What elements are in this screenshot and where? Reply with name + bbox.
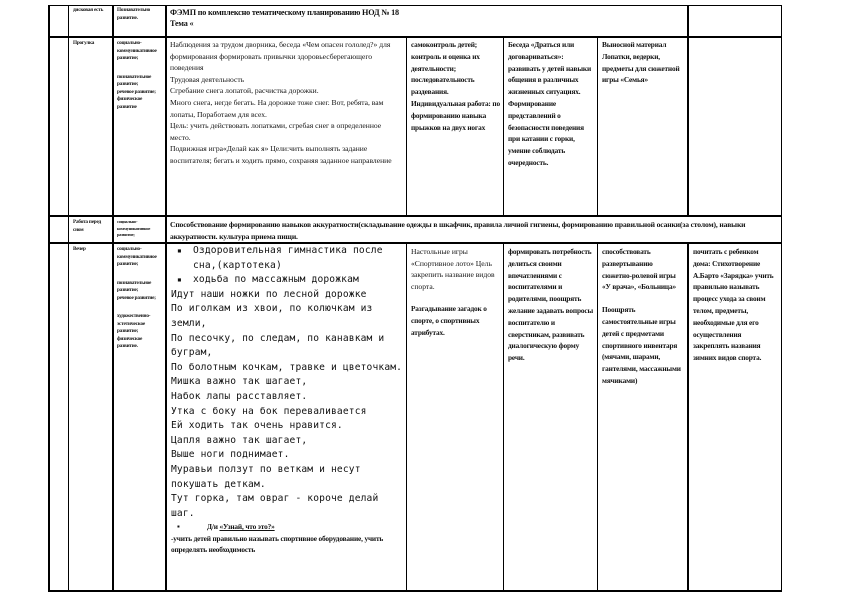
walk-label (70, 39, 112, 49)
didactic-game-item (171, 521, 403, 533)
walk-label-text: Прогулка (73, 40, 95, 46)
area-item: социально-коммуникативное развитие; (117, 40, 157, 61)
area-item: познавательное развитие; (117, 279, 152, 293)
poem-line: По песочку, по следам, по канавкам и буграм, (171, 332, 385, 359)
board-games-text: Настольные игры «Спортивное лото» Цель закрепить название видов спорта. (411, 247, 495, 291)
header-col2-text: Познавательно развитие. (117, 7, 151, 21)
col-line-1 (68, 5, 69, 592)
poem-line: Мишка важно так шагает, (171, 376, 308, 388)
sleep-areas (114, 218, 165, 240)
walking-text: ходьба по массажным дорожкам (193, 274, 359, 286)
col-line-4b (406, 243, 407, 592)
didactic-game-title: «Узнай, что это?» (219, 522, 275, 532)
walk-parents (690, 38, 780, 215)
col-line-7b (687, 243, 689, 592)
walk-labor-goal: Цель: учить действовать лопатками, сгребая снег в определенное место. (170, 121, 382, 142)
poem-line: По болотным кочкам, травке и цветочкам. (171, 361, 403, 373)
area-item: физическое развитие. (117, 335, 143, 349)
col-line-6b (597, 243, 598, 592)
evening-individual-text: формировать потребность делиться своими впечатлениями с воспитателями и родителями, поощрять желание задавать вопросы воспитателю и сверстникам, развивать диалогическую форму речи. (508, 247, 594, 363)
table-border-bottom (48, 590, 782, 592)
table-border-right (781, 5, 782, 592)
poem-line: Цапля важно так шагает, (171, 434, 308, 446)
poem-line: Ей ходить так очень нравится. (171, 420, 343, 432)
walk-material-text: Выносной материал Лопатки, ведерки, предметы для сюжетной игры «Семья» (602, 40, 680, 85)
evening-parents (690, 245, 780, 365)
sleep-text-content: Способствование формированию навыков аккуратности(складывание одежды в шкафчик, правила личной гигиены, формированию правильной осанки(за столом), навыки аккуратности. культура приема пищи. (170, 220, 746, 241)
walk-individual-text: самоконтроль детей; контроль и оценка их деятельности; последовательность раздевания. Индивидуальная работа: по формированию навыка прыжков на двух ногах (411, 40, 500, 132)
evening-parents-text: почитать с ребенком дома: Стихотворение А.Барто «Зарядка» учить правильно называть процесс ухода за своим телом, предметы, необходимые для его осуществления закреплять названия зимних видов спорта. (693, 247, 774, 363)
area-item: художественно-эстетическое развитие; (117, 313, 151, 334)
row-divider-walk (48, 215, 782, 217)
sleep-label-text: Работа перед сном (73, 219, 101, 233)
walk-conversation-text: Беседа «Драться или договариваться»: развивать у детей навыки общения в различных жизненных ситуациях. Формирование представлений о безопасности поведения при катании с горки, умение соблюдать очередность. (508, 40, 592, 167)
walk-material (599, 38, 687, 215)
evening-independent (599, 245, 687, 388)
lesson-topic: Тема « (170, 18, 194, 28)
col-line-5 (503, 37, 504, 216)
poem-line: Муравьи ползут по веткам и несут покушать деткам. (171, 463, 361, 490)
walk-labor-task: Сгребание снега лопатой, расчистка дорожки. (170, 86, 319, 96)
evening-label-text: Вечер (73, 246, 86, 252)
poem-line: Набок лапы расставляет. (171, 390, 308, 402)
lesson-title: ФЭМП по комплексно тематическому планированию НОД № 18 (170, 8, 399, 17)
evening-board-games (408, 245, 503, 340)
walk-areas (114, 39, 165, 112)
walk-active-game: Подвижная игра«Делай как я» Цели:чить выполнять задание воспитателя; бегать и ходить прямо, сохраняя заданное направление (170, 144, 392, 165)
gymnastics-item (171, 244, 403, 273)
independent-play-text: Поощрять самостоятельные игры детей с предметами спортивного инвентаря (мячами, шарами, гантелями, массажными мячиками) (602, 305, 681, 385)
poem-line: Тут горка, там овраг - короче делай шаг. (171, 493, 379, 519)
col-line-0 (48, 5, 50, 592)
col-line-5b (503, 243, 504, 592)
evening-main (167, 243, 406, 590)
walk-main (167, 38, 406, 215)
header-col2 (114, 6, 165, 36)
evening-individual (505, 245, 597, 365)
sleep-areas-text: социально-коммуникативное развитие; (117, 219, 151, 237)
area-item: познавательное развитие; (117, 73, 152, 87)
poem-line: Выше ноги поднимает. (171, 449, 290, 461)
area-item: физическое развитие (117, 96, 143, 110)
evening-areas (114, 245, 165, 352)
header-col1 (70, 6, 112, 36)
gymnastics-text: Оздоровительная гимнастика после сна,(картотека) (193, 245, 383, 271)
col-line-6 (597, 37, 598, 216)
walk-individual (408, 38, 503, 215)
walk-labor-heading: Трудовая деятельность (170, 74, 245, 84)
area-item: социально-коммуникативное развитие; (117, 246, 157, 267)
evening-label (70, 245, 112, 255)
area-item: речевое развитие; (117, 88, 156, 95)
col-line-4 (406, 37, 407, 216)
area-item: речевое развитие; (117, 294, 156, 301)
poem-line: Идут наши ножки по лесной дорожке (171, 288, 367, 300)
header-col1-text: дисковая есть (73, 7, 104, 13)
poem-line: Утка с боку на бок переваливается (171, 405, 367, 417)
didactic-game-goal: -учить детей правильно называть спортивное оборудование, учить определять необходимость (171, 534, 384, 555)
sleep-label (70, 218, 112, 235)
riddles-text: Разгадывание загадок о спорте, о спортивных атрибутах. (411, 304, 487, 337)
walk-observation: Наблюдения за трудом дворника, беседа «Чем опасен гололед?» для формирования формировать привычки здоровьесберегающего поведения (170, 40, 391, 73)
sleep-text (167, 218, 781, 242)
walk-conversation (505, 38, 597, 215)
header-title (167, 7, 687, 36)
col-line-7 (687, 5, 689, 216)
walking-item (171, 273, 403, 288)
row-divider-sleep (48, 242, 782, 244)
poem-line: По иголкам из хвои, по колючкам из земли, (171, 303, 373, 329)
roleplay-text: способствовать развертыванию сюжетно-ролевой игры «У врача», «Больница» (602, 247, 676, 292)
didactic-game-prefix: Д/и (207, 522, 220, 532)
walk-labor-text: Много снега, негде бегать. На дорожке тоже снег. Вот, ребята, вам лопаты, Поработаем для всех. (170, 97, 384, 119)
